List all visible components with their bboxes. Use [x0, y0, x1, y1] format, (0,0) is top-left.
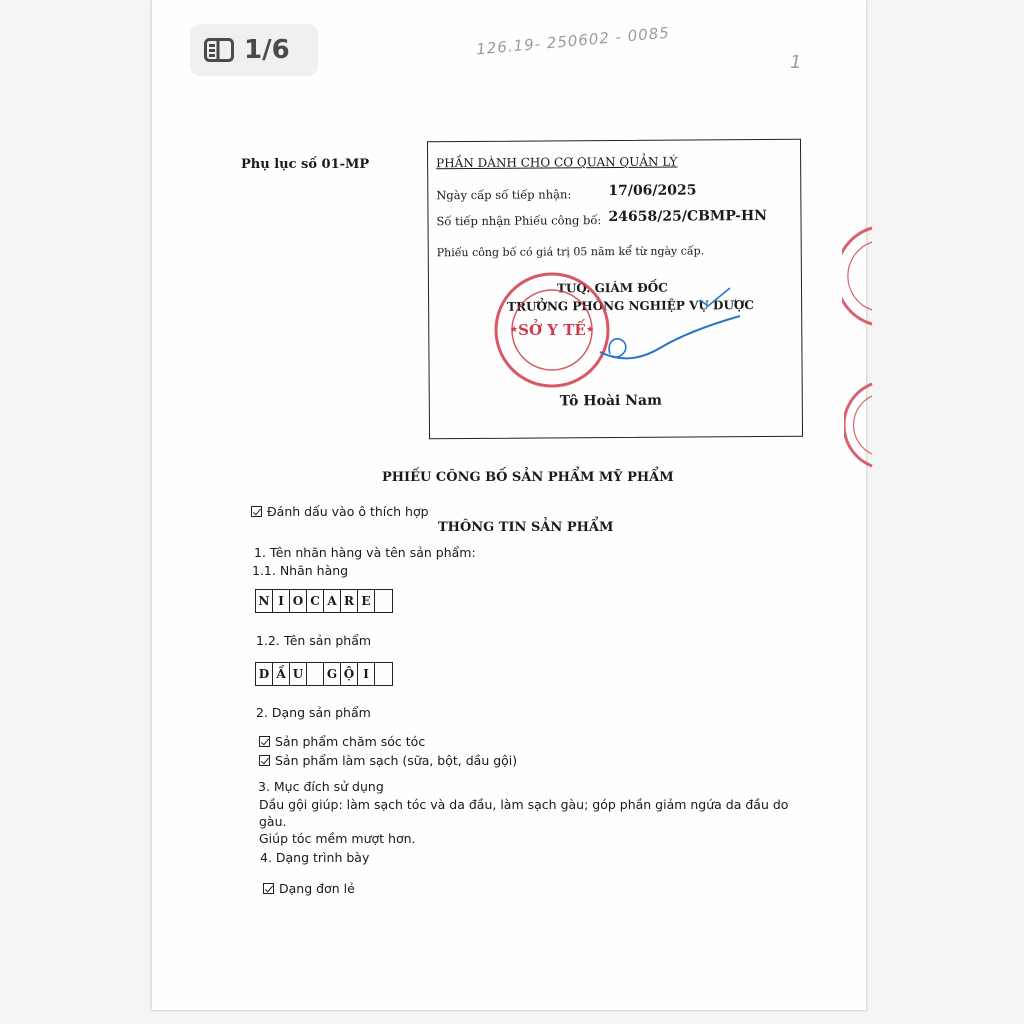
checkbox-checked-icon — [263, 883, 274, 894]
pages-icon — [204, 38, 234, 62]
signature-icon — [580, 282, 750, 372]
checkbox-checked-icon — [251, 506, 262, 517]
question-1-2: 1.2. Tên sản phẩm — [256, 633, 372, 648]
product-letter-boxes — [255, 662, 393, 686]
mark-note-text: Đánh dấu vào ô thích hợp — [267, 504, 429, 519]
handwritten-page-number: 1 — [790, 52, 802, 73]
presentation-option — [263, 881, 355, 896]
question-4: 4. Dạng trình bày — [260, 850, 370, 865]
letter-box: G — [324, 663, 341, 685]
letter-box: R — [341, 590, 358, 612]
form-title: PHIẾU CÔNG BỐ SẢN PHẨM MỸ PHẨM — [382, 470, 674, 485]
issue-date-label: Ngày cấp số tiếp nhận: — [436, 187, 572, 203]
letter-box: I — [273, 590, 290, 612]
brand-letter-boxes — [255, 589, 393, 613]
handwritten-reference: 126.19- 250602 - 0085 — [475, 23, 671, 59]
checkbox-checked-icon — [259, 755, 270, 766]
letter-box: I — [358, 663, 375, 685]
side-seal-fragment-icon — [844, 380, 874, 470]
svg-text:★: ★ — [586, 325, 595, 335]
purpose-line: Dầu gội giúp: làm sạch tóc và da đầu, làm sạch gàu; góp phần giảm ngứa da đầu do gàu. — [259, 797, 789, 829]
letter-box — [375, 590, 392, 612]
question-3: 3. Mục đích sử dụng — [258, 779, 384, 794]
purpose-text — [259, 796, 819, 847]
page-counter-text: 1/6 — [244, 35, 290, 65]
letter-box: O — [290, 590, 307, 612]
svg-text:★: ★ — [510, 325, 519, 335]
question-1: 1. Tên nhãn hàng và tên sản phẩm: — [254, 545, 476, 560]
letter-box: C — [307, 590, 324, 612]
letter-box — [307, 663, 324, 685]
option-label: Sản phẩm làm sạch (sữa, bột, dầu gội) — [275, 753, 518, 768]
receipt-number-value: 24658/25/CBMP-HN — [608, 207, 768, 226]
question-1-1: 1.1. Nhãn hàng — [252, 563, 349, 578]
option-label: Sản phẩm chăm sóc tóc — [275, 734, 426, 749]
letter-box: A — [324, 590, 341, 612]
checkbox-checked-icon — [259, 736, 270, 747]
side-seal-fragment-icon — [842, 224, 876, 328]
purpose-line: Giúp tóc mềm mượt hơn. — [259, 831, 416, 846]
letter-box: Ầ — [273, 663, 290, 685]
seal-text: SỞ Y TẾ — [518, 321, 586, 339]
letter-box: N — [256, 590, 273, 612]
letter-box: D — [256, 663, 273, 685]
product-type-option — [259, 734, 425, 749]
letter-box — [375, 663, 392, 685]
letter-box: E — [358, 590, 375, 612]
option-label: Dạng đơn lẻ — [279, 881, 355, 896]
letter-box: Ộ — [341, 663, 358, 685]
section-title: THÔNG TIN SẢN PHẨM — [438, 520, 614, 535]
signer-name: Tô Hoài Nam — [559, 392, 662, 410]
product-type-option — [259, 753, 517, 768]
page-counter-badge[interactable] — [190, 24, 318, 76]
question-2: 2. Dạng sản phẩm — [256, 705, 371, 720]
signer-title-deputy: TUQ. GIÁM ĐỐC — [556, 280, 668, 296]
receipt-number-label: Số tiếp nhận Phiếu công bố: — [436, 213, 602, 229]
letter-box: U — [290, 663, 307, 685]
appendix-label: Phụ lục số 01-MP — [241, 157, 370, 172]
validity-note: Phiếu công bố có giá trị 05 năm kể từ ngày cấp. — [436, 244, 705, 260]
admin-heading: PHẦN DÀNH CHO CƠ QUAN QUẢN LÝ — [436, 154, 678, 171]
issue-date-value: 17/06/2025 — [608, 182, 697, 200]
mark-note — [251, 504, 429, 519]
signer-title-department: TRƯỞNG PHÒNG NGHIỆP VỤ DƯỢC — [507, 298, 754, 314]
